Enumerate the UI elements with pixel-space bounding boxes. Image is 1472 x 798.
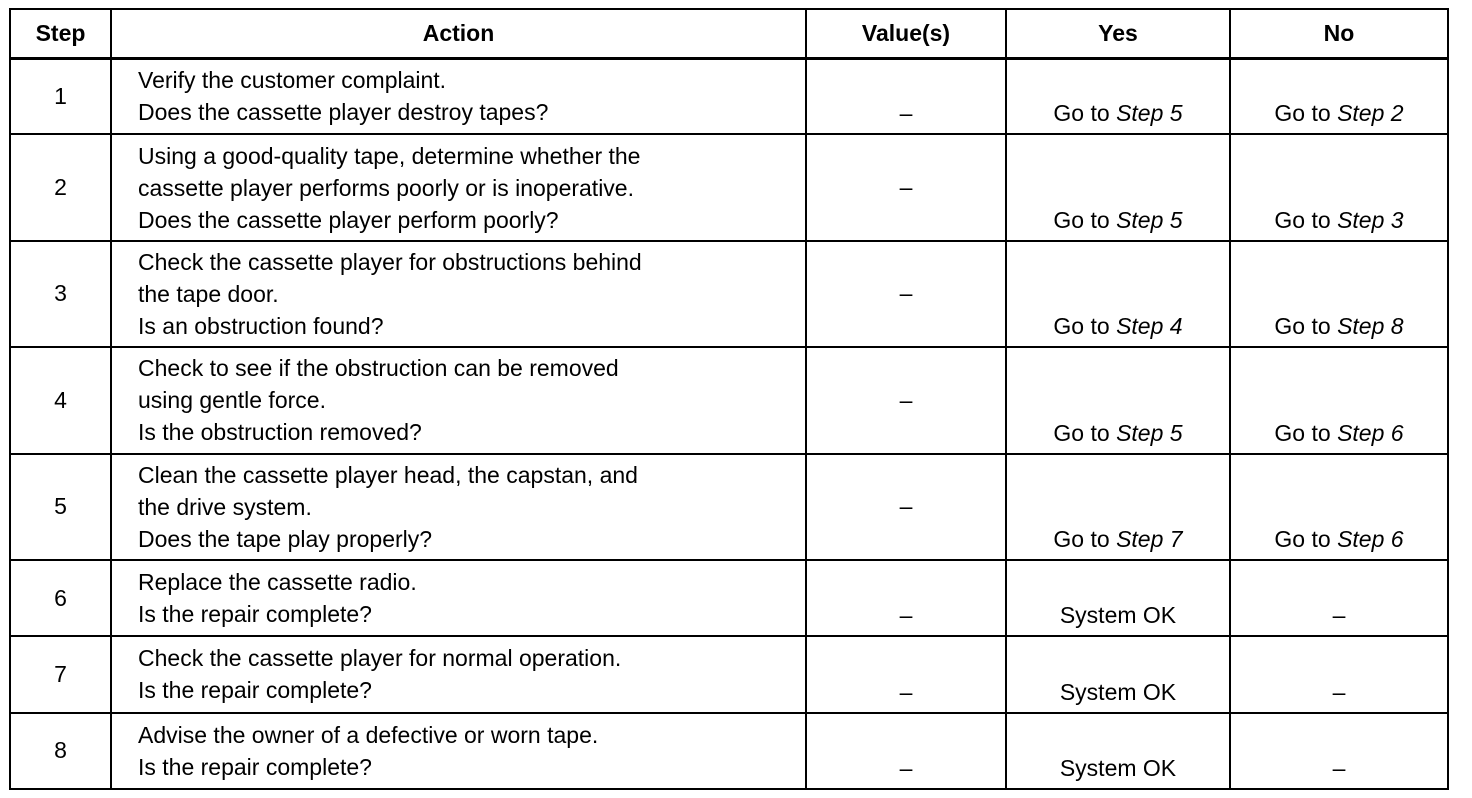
no-goto-step: Step 6 (1337, 419, 1404, 446)
header-step: Step (10, 9, 111, 58)
value-cell (806, 560, 1006, 636)
value-cell (806, 134, 1006, 240)
no-goto-prefix: Go to (1274, 526, 1338, 552)
action-line: the drive system. (138, 493, 312, 520)
yes-cell (1006, 347, 1230, 453)
header-action: Action (111, 9, 806, 58)
table-row (10, 347, 1448, 453)
yes-cell: System OK (1006, 636, 1230, 712)
action-cell (111, 241, 806, 347)
no-goto-step: Step 2 (1337, 100, 1404, 127)
value-cell (806, 241, 1006, 347)
yes-cell (1006, 454, 1230, 560)
no-goto-step: Step 8 (1337, 313, 1404, 340)
value-dash: – (899, 174, 913, 201)
action-cell (111, 560, 806, 636)
step-number: 3 (10, 241, 111, 347)
action-line: using gentle force. (138, 387, 326, 414)
action-question: Is the obstruction removed? (138, 419, 422, 446)
step-number: 4 (10, 347, 111, 453)
action-cell (111, 347, 806, 453)
table-row (10, 636, 1448, 712)
action-cell (111, 713, 806, 789)
action-question: Is the repair complete? (138, 677, 372, 704)
no-cell: – (1230, 713, 1448, 789)
table-row (10, 713, 1448, 789)
no-cell: – (1230, 636, 1448, 712)
action-question: Does the cassette player perform poorly? (138, 206, 559, 233)
value-dash: – (899, 280, 913, 307)
yes-goto-prefix: Go to (1053, 526, 1117, 552)
step-number: 1 (10, 58, 111, 134)
action-line: Advise the owner of a defective or worn tape. (138, 721, 599, 748)
action-cell (111, 134, 806, 240)
no-cell (1230, 454, 1448, 560)
no-goto-step: Step 3 (1337, 206, 1404, 233)
no-goto-prefix: Go to (1274, 206, 1338, 233)
table-row (10, 454, 1448, 560)
no-goto-prefix: Go to (1274, 313, 1338, 340)
no-cell (1230, 134, 1448, 240)
diagnostic-table (9, 8, 1449, 790)
yes-goto-prefix: Go to (1053, 206, 1117, 233)
yes-cell (1006, 58, 1230, 134)
action-cell (111, 454, 806, 560)
no-goto-prefix: Go to (1274, 100, 1338, 127)
value-dash: – (899, 493, 913, 520)
action-line: cassette player performs poorly or is inoperative. (138, 174, 634, 201)
action-line: Clean the cassette player head, the capstan, and (138, 461, 638, 488)
no-goto-prefix: Go to (1274, 419, 1338, 446)
action-cell (111, 636, 806, 712)
value-cell (806, 636, 1006, 712)
yes-goto-step: Step 5 (1116, 100, 1183, 127)
yes-goto-step: Step 4 (1116, 313, 1183, 340)
action-line: Check the cassette player for normal operation. (138, 645, 622, 672)
table-row (10, 241, 1448, 347)
yes-goto-prefix: Go to (1053, 100, 1117, 127)
action-line: Check the cassette player for obstructions behind (138, 248, 642, 275)
header-values: Value(s) (806, 9, 1006, 58)
value-dash: – (899, 678, 913, 705)
action-line: the tape door. (138, 280, 279, 307)
no-cell (1230, 58, 1448, 134)
no-cell: – (1230, 560, 1448, 636)
no-cell (1230, 347, 1448, 453)
value-cell (806, 347, 1006, 453)
value-cell (806, 713, 1006, 789)
table-row (10, 560, 1448, 636)
table-header (10, 9, 1448, 58)
header-no: No (1230, 9, 1448, 58)
no-goto-step: Step 6 (1337, 526, 1404, 552)
action-cell (111, 58, 806, 134)
yes-goto-step: Step 5 (1116, 206, 1183, 233)
table-row (10, 134, 1448, 240)
action-question: Does the tape play properly? (138, 525, 433, 552)
action-line: Using a good-quality tape, determine whether the (138, 142, 641, 169)
action-line: Replace the cassette radio. (138, 569, 417, 596)
no-cell (1230, 241, 1448, 347)
yes-goto-prefix: Go to (1053, 313, 1117, 340)
table-body (10, 58, 1448, 789)
value-dash: – (899, 100, 913, 127)
yes-cell (1006, 241, 1230, 347)
action-question: Does the cassette player destroy tapes? (138, 99, 549, 126)
yes-cell: System OK (1006, 560, 1230, 636)
action-question: Is the repair complete? (138, 753, 372, 780)
step-number: 7 (10, 636, 111, 712)
value-dash: – (899, 755, 913, 781)
action-line: Check to see if the obstruction can be removed (138, 355, 619, 382)
value-cell (806, 58, 1006, 134)
step-number: 2 (10, 134, 111, 240)
step-number: 8 (10, 713, 111, 789)
action-question: Is the repair complete? (138, 601, 372, 628)
yes-cell (1006, 134, 1230, 240)
yes-goto-prefix: Go to (1053, 419, 1117, 446)
step-number: 5 (10, 454, 111, 560)
value-dash: – (899, 386, 913, 413)
table-row (10, 58, 1448, 134)
yes-goto-step: Step 5 (1116, 419, 1183, 446)
yes-goto-step: Step 7 (1116, 526, 1183, 552)
yes-cell: System OK (1006, 713, 1230, 789)
value-dash: – (899, 602, 913, 629)
action-line: Verify the customer complaint. (138, 67, 447, 94)
header-yes: Yes (1006, 9, 1230, 58)
value-cell (806, 454, 1006, 560)
header-row (10, 9, 1448, 58)
action-question: Is an obstruction found? (138, 312, 384, 339)
step-number: 6 (10, 560, 111, 636)
